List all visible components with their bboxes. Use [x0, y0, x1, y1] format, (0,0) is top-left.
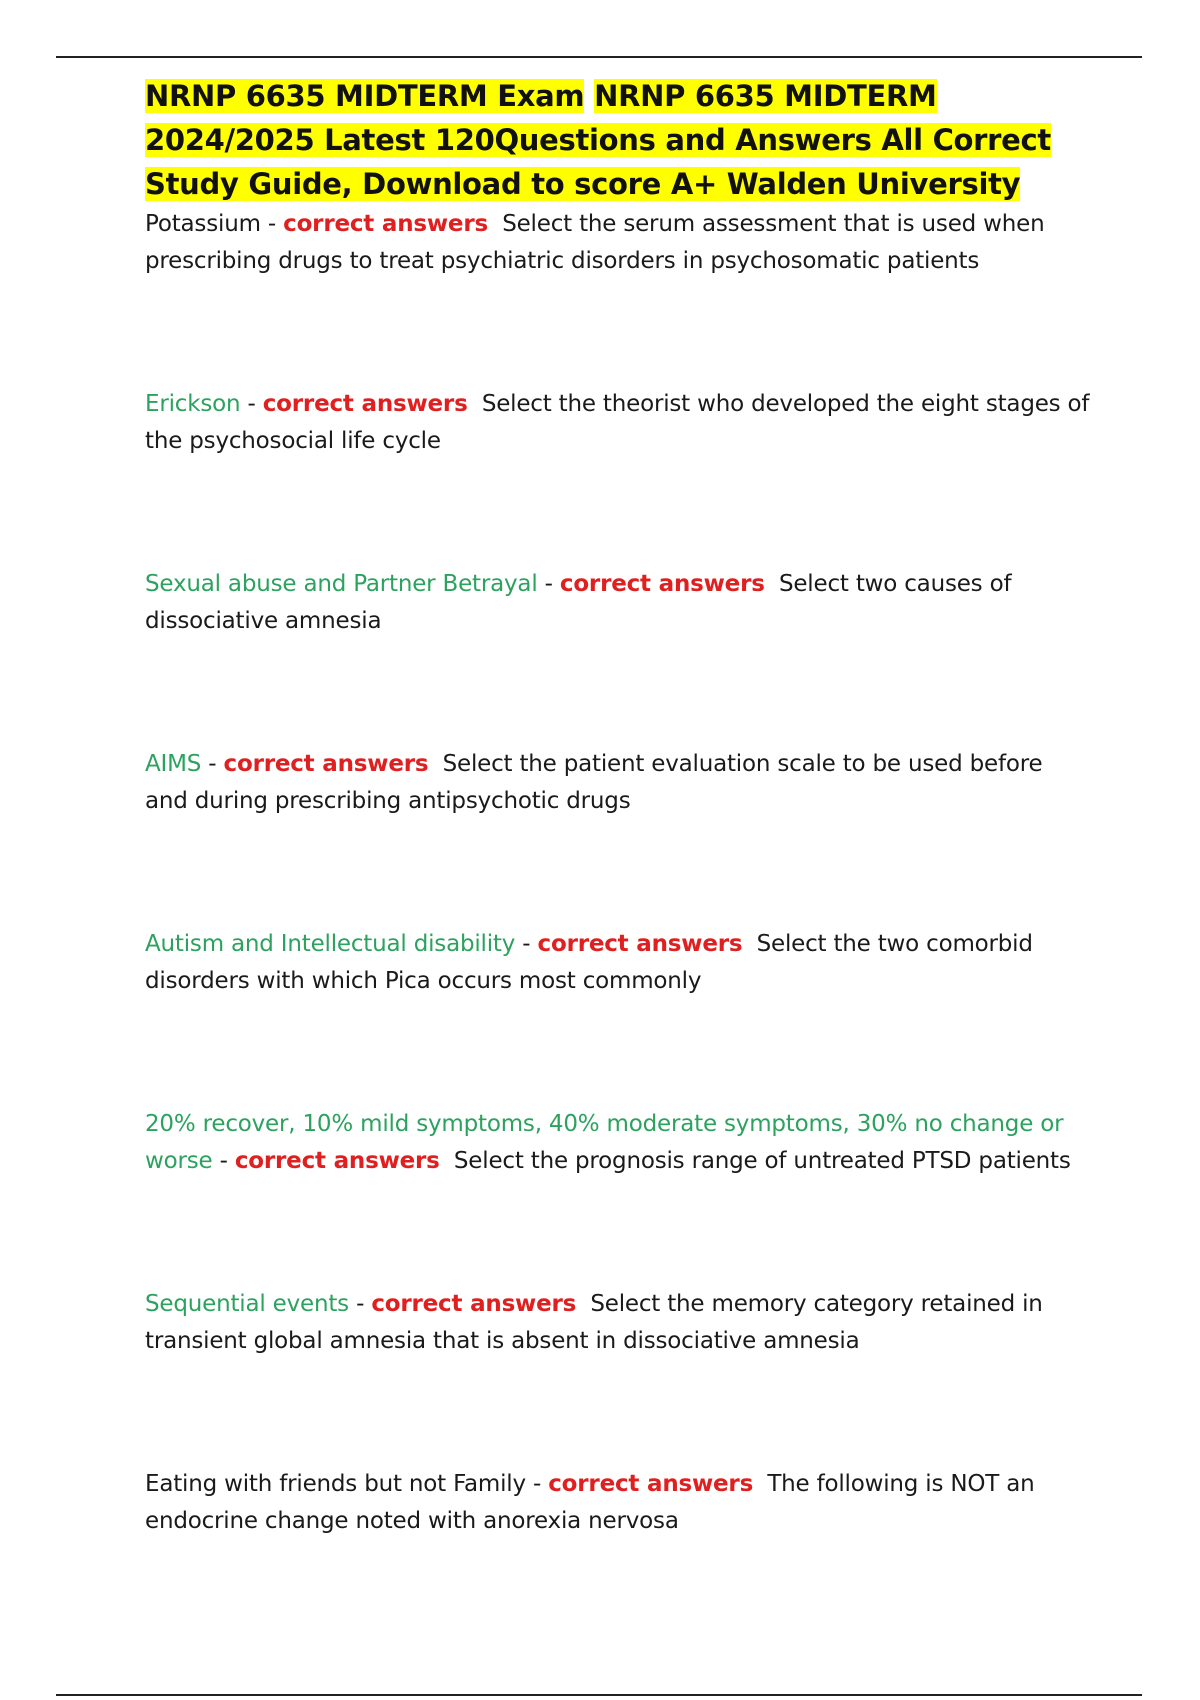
correct-answers-marker: correct answers [283, 211, 488, 237]
correct-answers-marker: correct answers [548, 1471, 754, 1497]
separator: - [219, 1148, 228, 1174]
separator: - [247, 391, 256, 417]
top-rule [56, 56, 1142, 58]
correct-answers-marker: correct answers [223, 751, 429, 777]
qa-entry [145, 926, 1090, 1000]
qa-entry [145, 206, 1090, 280]
qa-entry [145, 566, 1090, 640]
qa-list [145, 206, 1090, 1540]
title-part-2: NRNP 6635 MIDTERM 2024/2025 Latest 120Questions and Answers All Correct Study Guide, Download to score A+ Walden University [145, 79, 1051, 201]
separator: - [522, 931, 531, 957]
question-text: Select the patient evaluation scale to be used before and during prescribing antipsychotic drugs [145, 751, 1043, 814]
question-text: Select the two comorbid disorders with which Pica occurs most commonly [145, 931, 1033, 994]
answer-text: 20% recover, 10% mild symptoms, 40% moderate symptoms, 30% no change or worse [145, 1111, 1064, 1174]
document-title [145, 74, 1090, 206]
separator: - [356, 1291, 365, 1317]
correct-answers-marker: correct answers [234, 1148, 440, 1174]
correct-answers-marker: correct answers [559, 571, 765, 597]
question-text: Select the prognosis range of untreated PTSD patients [453, 1148, 1071, 1174]
question-text: Select the serum assessment that is used when prescribing drugs to treat psychiatric disorders in psychosomatic patients [145, 211, 1045, 274]
question-text: The following is NOT an endocrine change noted with anorexia nervosa [145, 1471, 1035, 1534]
separator: - [533, 1471, 542, 1497]
answer-text: Sequential events [145, 1291, 349, 1317]
answer-text: Potassium [145, 211, 261, 237]
question-text: Select the memory category retained in transient global amnesia that is absent in dissociative amnesia [145, 1291, 1043, 1354]
qa-entry [145, 1466, 1090, 1540]
qa-entry [145, 1286, 1090, 1360]
correct-answers-marker: correct answers [262, 391, 468, 417]
answer-text: AIMS [145, 751, 202, 777]
separator: - [544, 571, 553, 597]
document-body [145, 74, 1090, 1540]
separator: - [267, 211, 277, 237]
correct-answers-marker: correct answers [371, 1291, 577, 1317]
separator: - [208, 751, 217, 777]
answer-text: Autism and Intellectual disability [145, 931, 516, 957]
bottom-rule [56, 1694, 1142, 1696]
answer-text: Eating with friends but not Family [145, 1471, 526, 1497]
qa-entry [145, 1106, 1090, 1180]
qa-entry [145, 746, 1090, 820]
correct-answers-marker: correct answers [537, 931, 743, 957]
question-text: Select the theorist who developed the eight stages of the psychosocial life cycle [145, 391, 1090, 454]
answer-text: Erickson [145, 391, 241, 417]
title-part-1: NRNP 6635 MIDTERM Exam [145, 79, 585, 113]
question-text: Select two causes of dissociative amnesia [145, 571, 1012, 634]
qa-entry [145, 386, 1090, 460]
answer-text: Sexual abuse and Partner Betrayal [145, 571, 538, 597]
